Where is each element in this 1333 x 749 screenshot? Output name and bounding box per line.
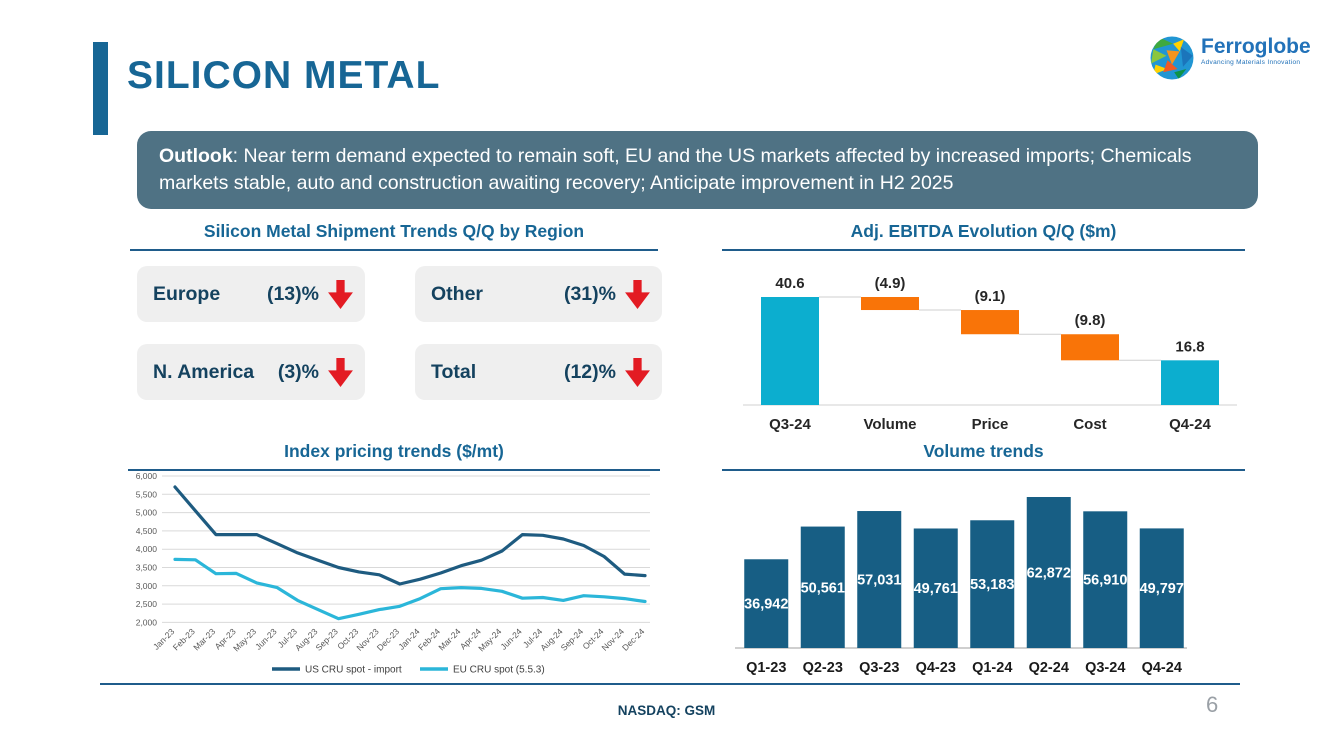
series-line bbox=[175, 559, 645, 618]
x-tick-label: Dec-24 bbox=[619, 626, 647, 653]
x-tick-label: Mar-24 bbox=[436, 626, 463, 653]
waterfall-bar bbox=[761, 297, 819, 405]
x-tick-label: Aug-24 bbox=[538, 626, 565, 653]
shipment-kpi-grid bbox=[137, 266, 662, 400]
kpi-change-value: (13)% bbox=[266, 282, 319, 305]
kpi-card-n-america bbox=[137, 344, 365, 400]
bar-category-label: Q4-24 bbox=[1141, 660, 1182, 676]
bar-value-label: 50,561 bbox=[800, 580, 845, 597]
ebitda-waterfall-chart bbox=[735, 262, 1245, 452]
bar-category-label: Q1-23 bbox=[746, 660, 787, 676]
x-tick-label: Jan-24 bbox=[396, 626, 422, 652]
legend-label: US CRU spot - import bbox=[305, 664, 402, 676]
down-arrow-icon bbox=[328, 280, 353, 309]
waterfall-value-label: 16.8 bbox=[1175, 338, 1205, 356]
logo-brand-name: Ferroglobe bbox=[1201, 35, 1311, 58]
x-tick-label: Feb-24 bbox=[415, 626, 443, 653]
shipments-section-title: Silicon Metal Shipment Trends Q/Q by Region bbox=[130, 221, 658, 251]
y-tick-label: 5,000 bbox=[135, 507, 157, 518]
x-tick-label: Jul-23 bbox=[275, 626, 300, 650]
logo-text bbox=[1201, 36, 1311, 66]
down-arrow-icon bbox=[328, 358, 353, 387]
bar-value-label: 36,942 bbox=[744, 596, 789, 613]
outlook-label: Outlook bbox=[159, 145, 233, 167]
x-tick-label: May-24 bbox=[476, 626, 504, 654]
waterfall-category-label: Volume bbox=[863, 416, 917, 433]
page-title: SILICON METAL bbox=[127, 54, 441, 97]
x-tick-label: Jul-24 bbox=[520, 626, 545, 650]
waterfall-category-label: Cost bbox=[1073, 416, 1107, 433]
y-tick-label: 3,000 bbox=[135, 580, 157, 591]
y-tick-label: 3,500 bbox=[135, 562, 157, 573]
y-tick-label: 4,500 bbox=[135, 525, 157, 536]
index-pricing-line-chart bbox=[118, 462, 663, 678]
x-tick-label: Feb-23 bbox=[170, 626, 197, 653]
x-tick-label: Nov-24 bbox=[599, 626, 626, 653]
x-tick-label: Aug-23 bbox=[292, 626, 320, 653]
kpi-region-label: Other bbox=[431, 282, 484, 305]
volume-chart-title: Volume trends bbox=[722, 441, 1245, 471]
waterfall-value-label: (4.9) bbox=[874, 275, 906, 293]
waterfall-bar bbox=[1061, 334, 1119, 360]
pricing-chart-title: Index pricing trends ($/mt) bbox=[128, 441, 660, 471]
kpi-region-label: Europe bbox=[153, 282, 221, 305]
down-arrow-icon bbox=[625, 358, 650, 387]
legend-label: EU CRU spot (5.5.3) bbox=[453, 664, 545, 676]
bar-category-label: Q3-23 bbox=[859, 660, 900, 676]
title-accent-bar bbox=[93, 42, 108, 135]
x-tick-label: May-23 bbox=[231, 626, 259, 654]
x-tick-label: Sep-24 bbox=[558, 626, 586, 653]
bar-category-label: Q4-23 bbox=[915, 660, 956, 676]
globe-icon bbox=[1150, 36, 1194, 80]
kpi-card-other bbox=[415, 266, 662, 322]
down-arrow-icon bbox=[625, 280, 650, 309]
y-tick-label: 4,000 bbox=[135, 544, 157, 555]
y-tick-label: 2,000 bbox=[135, 617, 157, 628]
bar-category-label: Q2-24 bbox=[1028, 660, 1069, 676]
x-tick-label: Jan-23 bbox=[150, 626, 177, 652]
kpi-change-value: (31)% bbox=[563, 282, 616, 305]
waterfall-category-label: Price bbox=[971, 416, 1009, 433]
x-tick-label: Apr-24 bbox=[457, 626, 483, 652]
bar-value-label: 57,031 bbox=[857, 572, 902, 589]
ferroglobe-logo bbox=[1150, 36, 1311, 80]
y-tick-label: 5,500 bbox=[135, 489, 157, 500]
kpi-card-total bbox=[415, 344, 662, 400]
waterfall-value-label: (9.1) bbox=[974, 288, 1006, 306]
waterfall-bar bbox=[861, 297, 919, 310]
waterfall-bar bbox=[1161, 360, 1219, 405]
y-tick-label: 2,500 bbox=[135, 599, 157, 610]
bar-category-label: Q2-23 bbox=[802, 660, 843, 676]
kpi-change-value: (12)% bbox=[563, 360, 616, 383]
logo-tagline: Advancing Materials Innovation bbox=[1201, 59, 1301, 67]
bar-value-label: 56,910 bbox=[1083, 572, 1128, 589]
outlook-text: : Near term demand expected to remain soft, EU and the US markets affected by increased imports; Chemicals markets stable, auto and construction awaiting recovery; Anticipate improvement in H2 2025 bbox=[159, 145, 1192, 194]
page-number: 6 bbox=[1206, 692, 1219, 717]
waterfall-value-label: 40.6 bbox=[775, 275, 805, 293]
x-tick-label: Oct-24 bbox=[580, 626, 606, 652]
waterfall-category-label: Q4-24 bbox=[1169, 416, 1211, 433]
footer-divider bbox=[100, 683, 1240, 685]
footer-ticker: NASDAQ: GSM bbox=[617, 703, 716, 718]
x-tick-label: Oct-23 bbox=[335, 626, 361, 652]
waterfall-bar bbox=[961, 310, 1019, 334]
volume-trends-bar-chart bbox=[735, 480, 1245, 692]
x-tick-label: Sep-23 bbox=[313, 626, 340, 653]
x-tick-label: Apr-23 bbox=[212, 626, 238, 652]
waterfall-category-label: Q3-24 bbox=[769, 416, 811, 433]
x-tick-label: Jun-23 bbox=[253, 626, 279, 652]
bar-value-label: 62,872 bbox=[1026, 565, 1071, 582]
bar-value-label: 49,797 bbox=[1139, 581, 1184, 598]
x-tick-label: Jun-24 bbox=[498, 626, 524, 652]
ebitda-chart-title: Adj. EBITDA Evolution Q/Q ($m) bbox=[722, 221, 1245, 251]
kpi-card-europe bbox=[137, 266, 365, 322]
kpi-region-label: Total bbox=[431, 360, 477, 383]
bar-value-label: 53,183 bbox=[970, 577, 1015, 594]
x-tick-label: Dec-23 bbox=[374, 626, 402, 653]
bar-category-label: Q3-24 bbox=[1085, 660, 1126, 676]
waterfall-value-label: (9.8) bbox=[1074, 312, 1106, 330]
x-tick-label: Nov-23 bbox=[354, 626, 381, 653]
bar-value-label: 49,761 bbox=[913, 581, 958, 598]
outlook-callout bbox=[137, 131, 1258, 209]
kpi-region-label: N. America bbox=[153, 360, 255, 383]
series-line bbox=[175, 487, 645, 584]
bar-category-label: Q1-24 bbox=[972, 660, 1013, 676]
y-tick-label: 6,000 bbox=[135, 471, 157, 481]
kpi-change-value: (3)% bbox=[277, 360, 319, 383]
x-tick-label: Mar-23 bbox=[191, 626, 218, 653]
